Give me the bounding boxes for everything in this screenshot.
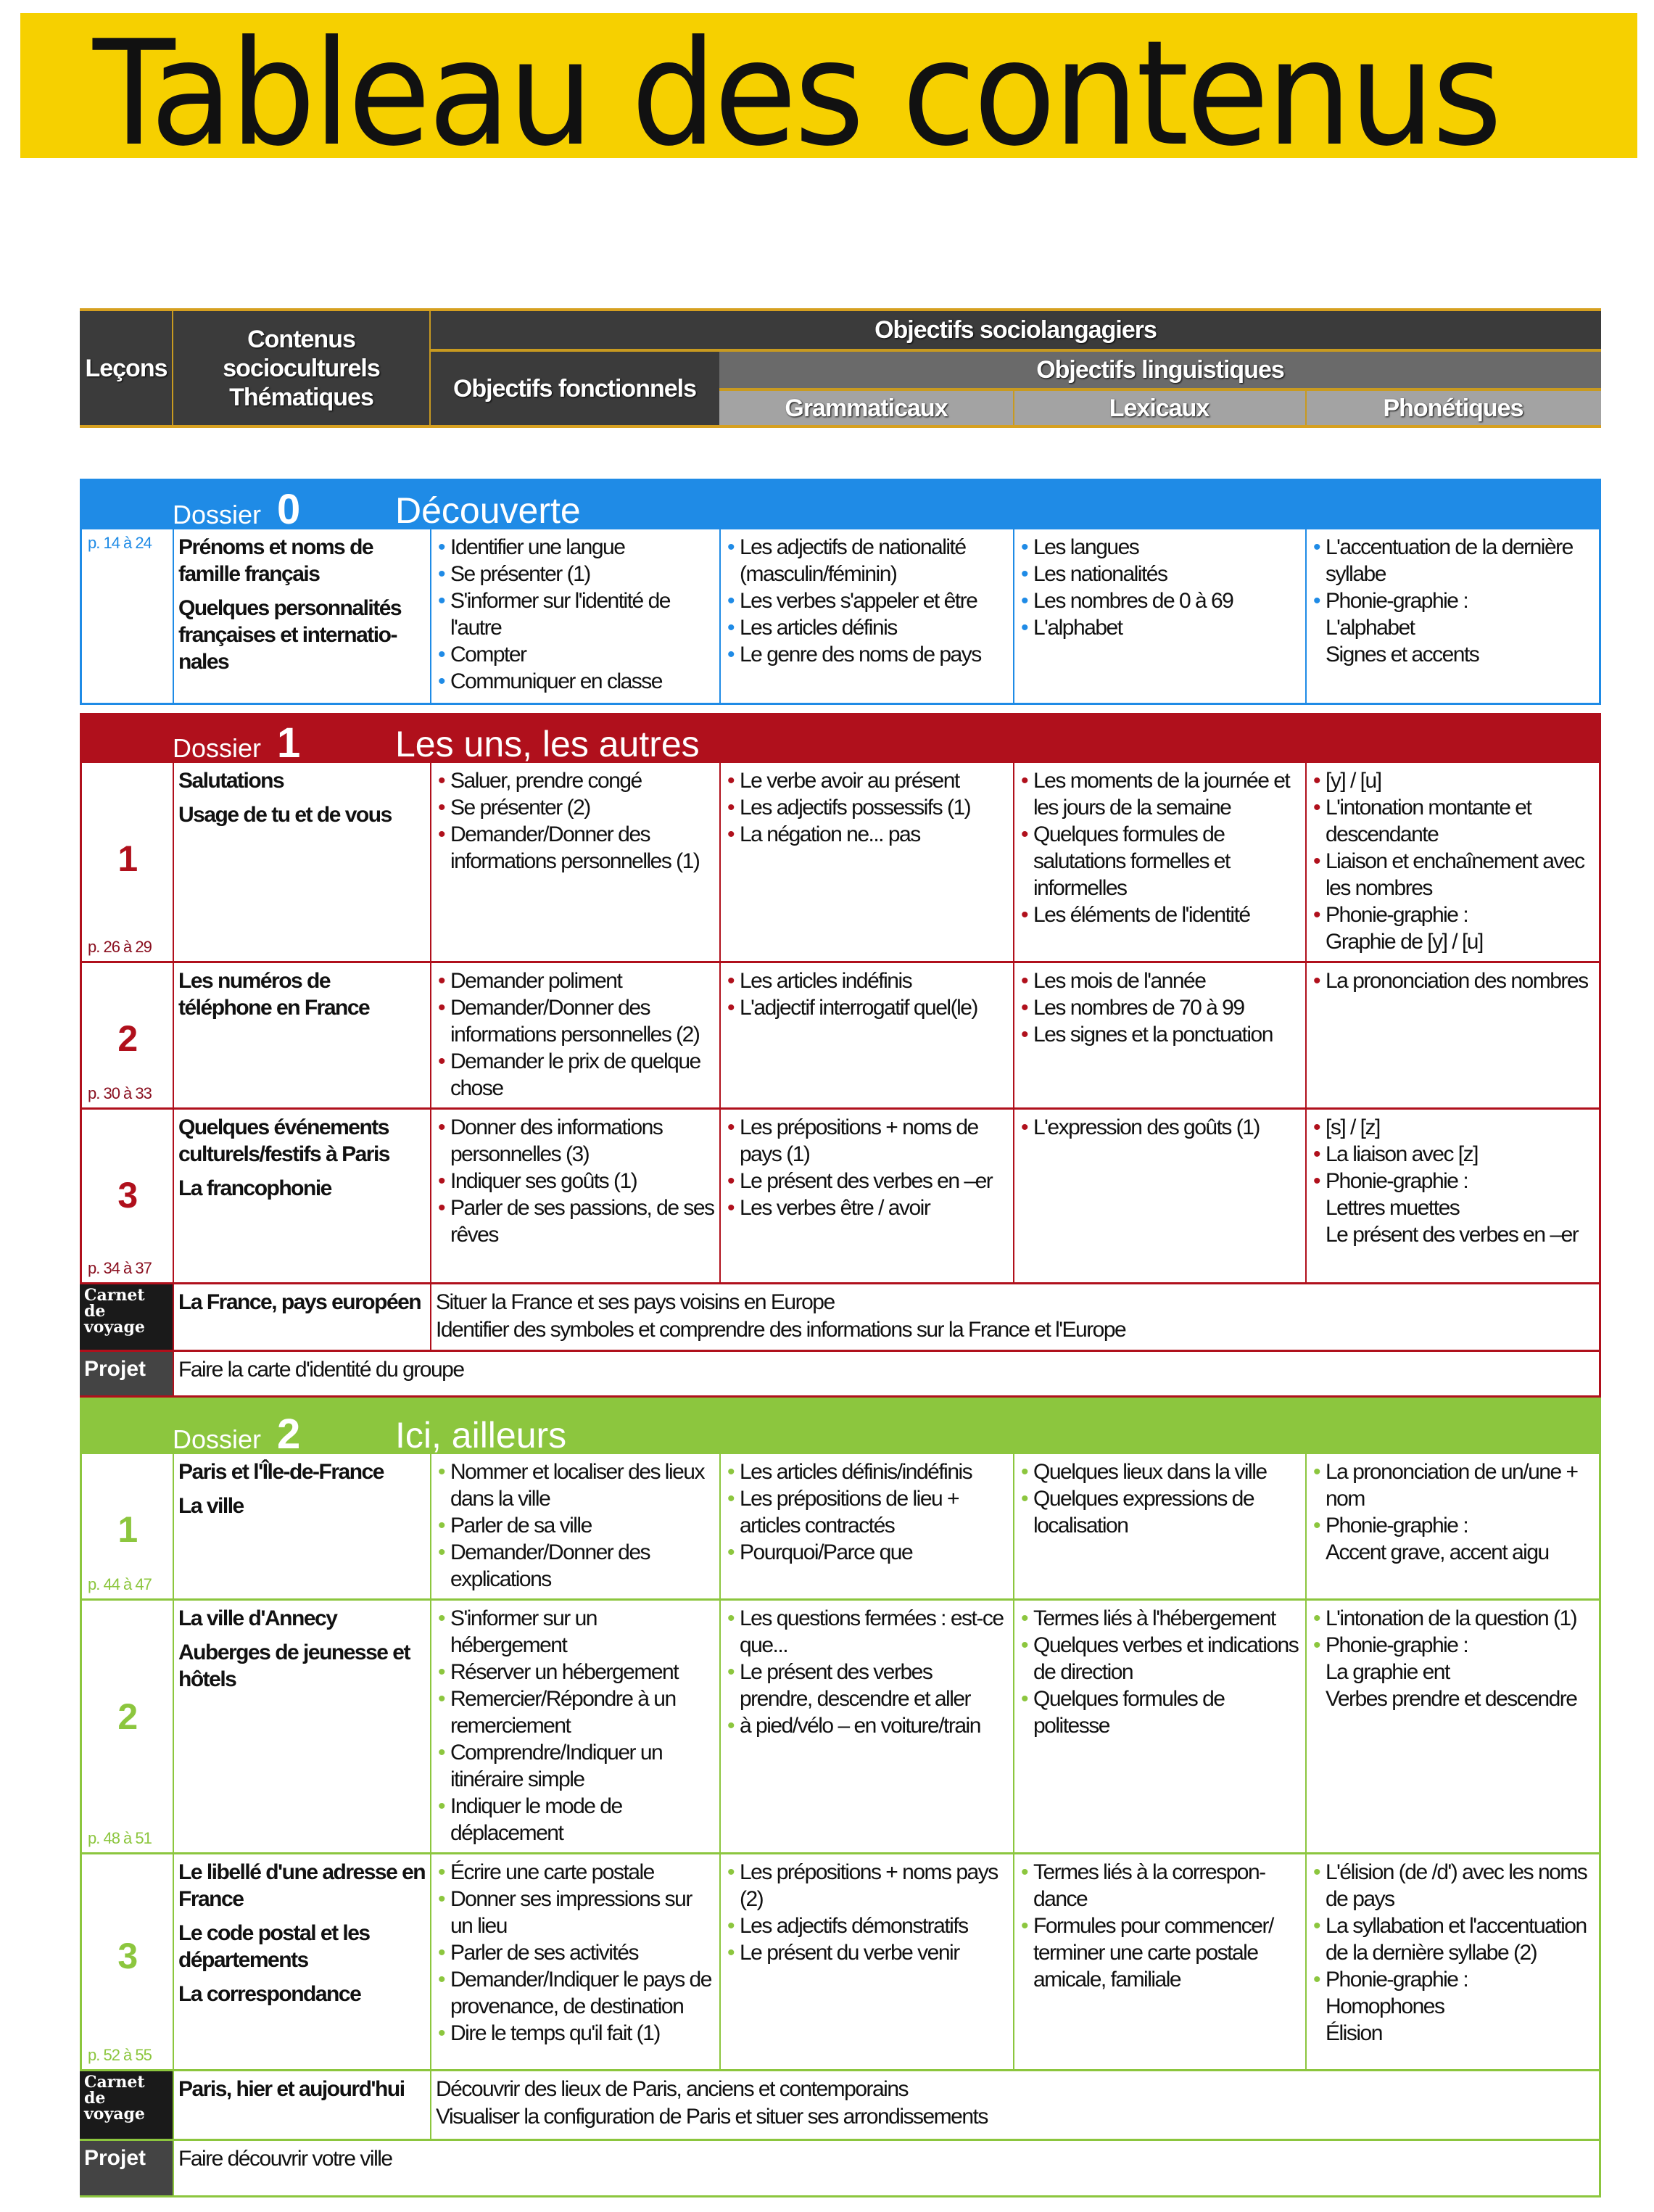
theme-text: La ville	[178, 1494, 244, 1518]
lexicaux-cell	[1013, 1601, 1305, 1852]
objective-item: • Indiquer le mode de déplacement	[436, 1793, 715, 1846]
objective-item: • Les prépositions de lieu + articles contractés	[725, 1485, 1009, 1539]
objective-item: • Demander/Donner des informations personnelles (1)	[436, 821, 715, 875]
lesson-row	[80, 1601, 1601, 1854]
page-reference: p. 14 à 24	[88, 534, 152, 552]
grammaticaux-cell	[719, 1110, 1013, 1282]
objective-item: • Les langues	[1019, 534, 1301, 561]
objective-item: • Liaison et enchaînement avec les nombres	[1311, 848, 1595, 901]
header-phonetiques: Phonétiques	[1383, 394, 1523, 422]
lexicaux-cell	[1013, 1110, 1305, 1282]
fonctionnels-cell	[430, 1601, 719, 1852]
grammaticaux-cell	[719, 1601, 1013, 1852]
projet-cell	[173, 2141, 1601, 2195]
fonctionnels-cell	[430, 1854, 719, 2069]
objective-item: • Les adjectifs possessifs (1)	[725, 794, 1009, 821]
header-contenus: Contenus socioculturels Thématiques	[223, 325, 380, 411]
objective-item: • Les nationalités	[1019, 561, 1301, 587]
header-sociolangagiers: Objectifs sociolangagiers	[874, 316, 1157, 344]
dossier-number: 0	[277, 486, 301, 533]
objective-item: • Les questions fermées : est-ce que...	[725, 1605, 1009, 1659]
themes-cell	[173, 763, 430, 961]
fonctionnels-cell	[430, 1110, 719, 1282]
fonctionnels-cell	[430, 963, 719, 1107]
theme-text: Les numéros de téléphone en France	[178, 969, 370, 1020]
objective-item: • L'expression des goûts (1)	[1019, 1114, 1301, 1141]
objective-item: • Indiquer ses goûts (1)	[436, 1168, 715, 1194]
carnet-theme	[173, 2071, 430, 2139]
dossier-title: Les uns, les autres	[395, 724, 700, 764]
dossier-label: Dossier	[173, 500, 262, 529]
carnet-theme-text: Paris, hier et aujourd'hui	[178, 2077, 405, 2101]
fonctionnels-cell	[430, 1454, 719, 1598]
objective-item: • La liaison avec [z]	[1311, 1141, 1595, 1168]
objective-item: • Comprendre/Indiquer un itinéraire simple	[436, 1739, 715, 1793]
theme-text: Usage de tu et de vous	[178, 803, 392, 827]
carnet-line: Identifier des symboles et comprendre des informations sur la France et l'Europe	[436, 1318, 1126, 1342]
page-reference: p. 48 à 51	[88, 1829, 152, 1847]
objective-item: • Communiquer en classe	[436, 668, 715, 695]
carnet-theme	[173, 1284, 430, 1350]
objective-item: • Pourquoi/Parce que	[725, 1539, 1009, 1566]
carnet-line: Situer la France et ses pays voisins en Europe	[436, 1290, 835, 1314]
dossier-label: Dossier	[173, 733, 262, 763]
themes-cell	[173, 1854, 430, 2069]
table-header	[80, 308, 1601, 428]
lesson-number: 3	[117, 1175, 137, 1216]
objective-item: • Parler de sa ville	[436, 1512, 715, 1539]
header-fonctionnels: Objectifs fonctionnels	[452, 374, 697, 403]
objective-item: • La syllabation et l'accentuation de la dernière syllabe (2)	[1311, 1912, 1595, 1966]
lesson-row	[80, 529, 1601, 705]
theme-text: Prénoms et noms de famille français	[178, 535, 373, 586]
dossier-header-bar	[80, 479, 1601, 533]
objective-item: Élision	[1326, 2021, 1382, 2045]
objective-item: • Parler de ses activités	[436, 1939, 715, 1966]
objective-item: Signes et accents	[1326, 643, 1479, 667]
objective-item: • Termes liés à la correspon-dance	[1019, 1859, 1301, 1912]
title-band	[20, 9, 1637, 178]
objective-item: • Les nombres de 70 à 99	[1019, 994, 1301, 1021]
themes-cell	[173, 529, 430, 703]
lesson-number: 1	[117, 1509, 137, 1550]
objective-item: • [s] / [z]	[1311, 1114, 1595, 1141]
projet-text: Faire découvrir votre ville	[178, 2147, 392, 2171]
carnet-theme-text: La France, pays européen	[178, 1290, 421, 1314]
objective-item: • La prononciation de un/une + nom	[1311, 1458, 1595, 1512]
theme-text: Auberges de jeunesse et hôtels	[178, 1641, 410, 1691]
header-lexicaux: Lexicaux	[1109, 394, 1210, 422]
theme-text: Quelques personnalités françaises et internatio-nales	[178, 596, 402, 674]
objective-item: • Dire le temps qu'il fait (1)	[436, 2020, 715, 2047]
page-reference: p. 44 à 47	[88, 1575, 152, 1593]
lesson-cell	[80, 763, 173, 961]
dossier-title: Ici, ailleurs	[395, 1415, 567, 1456]
objective-item: • Les articles définis/indéfinis	[725, 1458, 1009, 1485]
objective-item: • L'alphabet	[1019, 614, 1301, 641]
objective-item: • Les éléments de l'identité	[1019, 901, 1301, 928]
page-reference: p. 34 à 37	[88, 1259, 152, 1277]
phonetiques-cell	[1305, 1601, 1601, 1852]
objective-item: Graphie de [y] / [u]	[1326, 930, 1483, 954]
lesson-number: 2	[117, 1696, 137, 1737]
objective-item: • Le verbe avoir au présent	[725, 767, 1009, 794]
carnet-row	[80, 2071, 1601, 2141]
objective-item: • Se présenter (2)	[436, 794, 715, 821]
objective-item: • Le présent des verbes prendre, descendre et aller	[725, 1659, 1009, 1712]
objective-item: Lettres muettes	[1326, 1196, 1460, 1220]
carnet-label: Carnet de voyage	[80, 2071, 173, 2139]
objective-item: • Identifier une langue	[436, 534, 715, 561]
lesson-number: 3	[117, 1936, 137, 1977]
grammaticaux-cell	[719, 1854, 1013, 2069]
theme-text: Le libellé d'une adresse en France	[178, 1860, 426, 1911]
objective-item: La graphie ent	[1326, 1660, 1450, 1684]
carnet-line: Découvrir des lieux de Paris, anciens et contemporains	[436, 2077, 909, 2101]
objective-item: • S'informer sur l'identité de l'autre	[436, 587, 715, 641]
lesson-row	[80, 1110, 1601, 1284]
theme-text: Le code postal et les départements	[178, 1921, 370, 1972]
projet-row	[80, 2141, 1601, 2197]
objective-item: • Demander/Indiquer le pays de provenance, de destination	[436, 1966, 715, 2020]
objective-item: • à pied/vélo – en voiture/train	[725, 1712, 1009, 1739]
objective-item: • Quelques formules de salutations formelles et informelles	[1019, 821, 1301, 901]
objective-item: • Donner des informations personnelles (3)	[436, 1114, 715, 1168]
carnet-objectives	[430, 2071, 1601, 2139]
header-linguistiques: Objectifs linguistiques	[1036, 356, 1284, 384]
objective-item: • Les prépositions + noms pays (2)	[725, 1859, 1009, 1912]
lesson-row	[80, 1454, 1601, 1601]
lesson-cell	[80, 1601, 173, 1852]
fonctionnels-cell	[430, 763, 719, 961]
page-reference: p. 26 à 29	[88, 938, 152, 956]
projet-label: Projet	[80, 2141, 173, 2195]
phonetiques-cell	[1305, 1110, 1601, 1282]
carnet-objectives	[430, 1284, 1601, 1350]
objective-item: • Demander/Donner des explications	[436, 1539, 715, 1593]
grammaticaux-cell	[719, 1454, 1013, 1598]
objective-item: • Les verbes s'appeler et être	[725, 587, 1009, 614]
phonetiques-cell	[1305, 763, 1601, 961]
objective-item: • Quelques expressions de localisation	[1019, 1485, 1301, 1539]
objective-item: • La négation ne... pas	[725, 821, 1009, 848]
lexicaux-cell	[1013, 963, 1305, 1107]
objective-item: • L'intonation montante et descendante	[1311, 794, 1595, 848]
objective-item: • Formules pour commencer/ terminer une carte postale amicale, familiale	[1019, 1912, 1301, 1993]
objective-item: • Quelques formules de politesse	[1019, 1685, 1301, 1739]
dossier-header-bar	[80, 1398, 1601, 1458]
themes-cell	[173, 1110, 430, 1282]
objective-item: • Les nombres de 0 à 69	[1019, 587, 1301, 614]
lexicaux-cell	[1013, 763, 1305, 961]
objective-item: • L'adjectif interrogatif quel(le)	[725, 994, 1009, 1021]
objective-item: • Phonie-graphie :	[1311, 901, 1595, 928]
projet-label: Projet	[80, 1352, 173, 1395]
objective-item: • Les prépositions + noms de pays (1)	[725, 1114, 1009, 1168]
objective-item: • Remercier/Répondre à un remerciement	[436, 1685, 715, 1739]
objective-item: • [y] / [u]	[1311, 767, 1595, 794]
projet-row	[80, 1352, 1601, 1398]
carnet-line: Visualiser la configuration de Paris et situer ses arrondissements	[436, 2105, 988, 2129]
theme-text: Quelques événements culturels/festifs à Paris	[178, 1115, 389, 1166]
phonetiques-cell	[1305, 529, 1601, 703]
lexicaux-cell	[1013, 1454, 1305, 1598]
objective-item: • L'intonation de la question (1)	[1311, 1605, 1595, 1632]
lesson-number: 1	[117, 838, 137, 879]
theme-text: Salutations	[178, 769, 284, 793]
themes-cell	[173, 1601, 430, 1852]
objective-item: • L'accentuation de la dernière syllabe	[1311, 534, 1595, 587]
phonetiques-cell	[1305, 1854, 1601, 2069]
objective-item: Verbes prendre et descendre	[1326, 1687, 1577, 1711]
page-reference: p. 52 à 55	[88, 2046, 152, 2064]
objective-item: • Nommer et localiser des lieux dans la ville	[436, 1458, 715, 1512]
objective-item: L'alphabet	[1326, 616, 1415, 640]
objective-item: • Phonie-graphie :	[1311, 1512, 1595, 1539]
phonetiques-cell	[1305, 1454, 1601, 1598]
objective-item: Homophones	[1326, 1994, 1444, 2018]
objective-item: • Le présent des verbes en –er	[725, 1168, 1009, 1194]
theme-text: Paris et l'Île-de-France	[178, 1460, 384, 1484]
objective-item: • Saluer, prendre congé	[436, 767, 715, 794]
lesson-cell	[80, 1110, 173, 1282]
dossier-title: Découverte	[395, 490, 581, 531]
lesson-cell	[80, 1854, 173, 2069]
dossier-number: 2	[277, 1411, 301, 1458]
header-lecons: Leçons	[85, 354, 168, 382]
objective-item: • L'élision (de /d') avec les noms de pays	[1311, 1859, 1595, 1912]
objective-item: • Quelques verbes et indications de direction	[1019, 1632, 1301, 1685]
objective-item: • S'informer sur un hébergement	[436, 1605, 715, 1659]
projet-cell	[173, 1352, 1601, 1395]
objective-item: • Termes liés à l'hébergement	[1019, 1605, 1301, 1632]
objective-item: • Phonie-graphie :	[1311, 587, 1595, 614]
objective-item: • Phonie-graphie :	[1311, 1966, 1595, 1993]
objective-item: • Demander/Donner des informations personnelles (2)	[436, 994, 715, 1048]
grammaticaux-cell	[719, 529, 1013, 703]
objective-item: • Les signes et la ponctuation	[1019, 1021, 1301, 1048]
objective-item: Le présent des verbes en –er	[1326, 1223, 1579, 1247]
objective-item: • Le genre des noms de pays	[725, 641, 1009, 668]
theme-text: La correspondance	[178, 1982, 361, 2006]
theme-text: La ville d'Annecy	[178, 1606, 337, 1630]
contents-table	[80, 479, 1601, 2212]
lesson-cell	[80, 529, 173, 703]
objective-item: • Quelques lieux dans la ville	[1019, 1458, 1301, 1485]
page-title: Tableau des contenus	[93, 9, 1500, 178]
themes-cell	[173, 1454, 430, 1598]
dossier-header-bar	[80, 713, 1601, 767]
lesson-row	[80, 763, 1601, 963]
objective-item: • Le présent du verbe venir	[725, 1939, 1009, 1966]
objective-item: • Compter	[436, 641, 715, 668]
lesson-row	[80, 1854, 1601, 2071]
lesson-cell	[80, 963, 173, 1107]
dossier-section	[80, 479, 1601, 705]
objective-item: • Demander le prix de quelque chose	[436, 1048, 715, 1102]
objective-item: • Réserver un hébergement	[436, 1659, 715, 1685]
objective-item: • Se présenter (1)	[436, 561, 715, 587]
carnet-row	[80, 1284, 1601, 1352]
lexicaux-cell	[1013, 1854, 1305, 2069]
dossier-label: Dossier	[173, 1424, 262, 1454]
header-grammaticaux: Grammaticaux	[785, 394, 948, 422]
objective-item: • Écrire une carte postale	[436, 1859, 715, 1886]
objective-item: • Donner ses impressions sur un lieu	[436, 1886, 715, 1939]
objective-item: • Demander poliment	[436, 967, 715, 994]
lesson-number: 2	[117, 1018, 137, 1059]
objective-item: Accent grave, accent aigu	[1326, 1540, 1549, 1564]
page-reference: p. 30 à 33	[88, 1084, 152, 1102]
grammaticaux-cell	[719, 963, 1013, 1107]
carnet-label: Carnet de voyage	[80, 1284, 173, 1350]
grammaticaux-cell	[719, 763, 1013, 961]
fonctionnels-cell	[430, 529, 719, 703]
objective-item: • Les adjectifs démonstratifs	[725, 1912, 1009, 1939]
objective-item: • Phonie-graphie :	[1311, 1632, 1595, 1659]
objective-item: • Les mois de l'année	[1019, 967, 1301, 994]
lesson-cell	[80, 1454, 173, 1598]
dossier-number: 1	[277, 719, 301, 767]
dossier-section	[80, 713, 1601, 1398]
objective-item: • Parler de ses passions, de ses rêves	[436, 1194, 715, 1248]
objective-item: • Les verbes être / avoir	[725, 1194, 1009, 1221]
lesson-row	[80, 963, 1601, 1110]
objective-item: • Les moments de la journée et les jours de la semaine	[1019, 767, 1301, 821]
dossier-section	[80, 1398, 1601, 2197]
phonetiques-cell	[1305, 963, 1601, 1107]
objective-item: • Phonie-graphie :	[1311, 1168, 1595, 1194]
objective-item: • Les articles indéfinis	[725, 967, 1009, 994]
objective-item: • La prononciation des nombres	[1311, 967, 1595, 994]
objective-item: • Les articles définis	[725, 614, 1009, 641]
theme-text: La francophonie	[178, 1176, 331, 1200]
projet-text: Faire la carte d'identité du groupe	[178, 1358, 464, 1382]
objective-item: • Les adjectifs de nationalité (masculin/féminin)	[725, 534, 1009, 587]
lexicaux-cell	[1013, 529, 1305, 703]
themes-cell	[173, 963, 430, 1107]
